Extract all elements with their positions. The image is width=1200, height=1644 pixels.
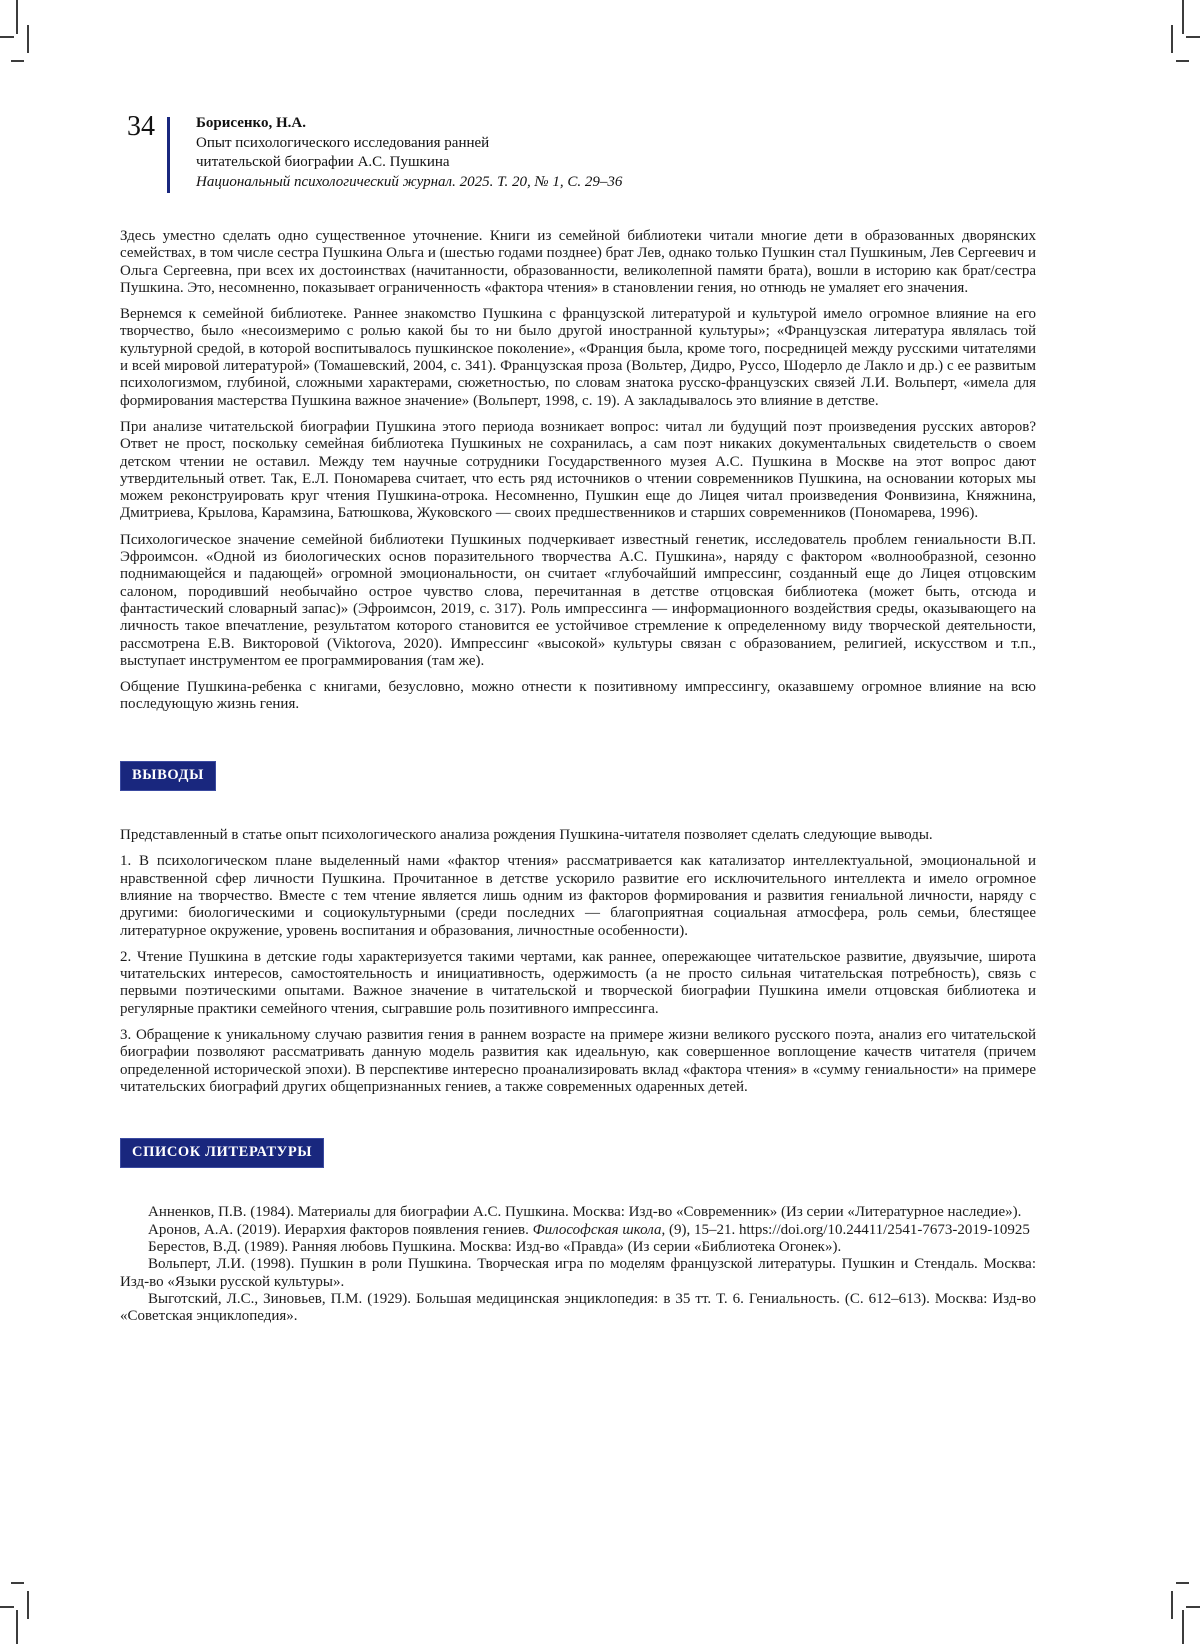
section-heading-conclusions: ВЫВОДЫ: [120, 761, 216, 791]
crop-mark: [0, 36, 14, 38]
running-head-title-line1: Опыт психологического исследования ранней: [196, 134, 490, 151]
section-heading-references: СПИСОК ЛИТЕРАТУРЫ: [120, 1138, 324, 1168]
body-paragraph: При анализе читательской биографии Пушкина этого периода возникает вопрос: читал ли будущий поэт произведения русских авторов? Ответ не прост, поскольку семейная библиотека Пушкиных не сохранилась, а сам поэт никаких документальных свидетельств о своем детском чтении не оставил. Между тем научные сотрудники Государственного музея А.С. Пушкина в Москве на этот вопрос дают утвердительный ответ. Так, Е.Л. Пономарева считает, что есть ряд источников о чтении современников Пушкина, на основании которых мы можем реконструировать круг чтения Пушкина-отрока. Несомненно, Пушкин еще до Лицея читал произведения Фонвизина, Княжнина, Дмитриева, Крылова, Карамзина, Батюшкова, Жуковского — своих предшественников и старших современников (Пономарева, 1996).: [120, 418, 1036, 522]
reference-text: Аронов, А.А. (2019). Иерархия факторов появления гениев.: [148, 1221, 533, 1238]
crop-mark: [1182, 0, 1184, 34]
crop-mark: [1171, 25, 1173, 53]
reference-item: [120, 1256, 1036, 1291]
running-head-title-line2: читательской биографии А.С. Пушкина: [196, 154, 450, 170]
crop-mark: [1176, 1582, 1189, 1584]
reference-list: [120, 1204, 1036, 1325]
crop-mark: [27, 1591, 29, 1619]
article-body: [120, 228, 1036, 1326]
reference-text: Анненков, П.В. (1984). Материалы для биографии А.С. Пушкина. Москва: Изд-во «Современник» (Из серии «Литературное наследие»).: [148, 1204, 1022, 1221]
page-number: 34: [127, 111, 155, 142]
crop-mark: [27, 25, 29, 53]
running-head: [196, 114, 896, 192]
crop-mark: [1186, 36, 1200, 38]
doi-link[interactable]: https://doi.org/10.24411/2541-7673-2019-10925: [738, 1221, 1030, 1238]
crop-mark: [0, 1606, 14, 1608]
reference-item: [120, 1222, 1036, 1239]
reference-text: , (9), 15–21.: [661, 1221, 739, 1238]
references-section-heading-row: [120, 1138, 1036, 1168]
conclusions-section-heading-row: [120, 761, 1036, 791]
reference-text: Берестов, В.Д. (1989). Ранняя любовь Пушкина. Москва: Изд-во «Правда» (Из серии «Библиотека Огонек»).: [148, 1239, 842, 1256]
conclusion-item: 1. В психологическом плане выделенный нами «фактор чтения» рассматривается как катализатор интеллектуальной, эмоциональной и нравственной сфер личности Пушкина. Прочитанное в детстве ускорило развитие его исключительного интеллекта и имело огромное влияние на творчество. Вместе с тем чтение является лишь одним из факторов формирования и развития гениальной личности, наряду с другими: биологическими и социокультурными (среди последних — благоприятная социальная атмосфера, роль семьи, блестящее литературное окружение, уровень воспитания и образования, личностные особенности).: [120, 853, 1036, 939]
reference-item: [120, 1291, 1036, 1326]
crop-mark: [11, 60, 24, 62]
crop-mark: [16, 0, 18, 34]
running-head-author: Борисенко, Н.А.: [196, 115, 306, 131]
crop-mark: [11, 1582, 24, 1584]
conclusion-item: 3. Обращение к уникальному случаю развития гения в раннем возрасте на примере жизни великого русского поэта, анализ его читательской биографии позволяют рассматривать данную модель развития как идеальную, как совершенное воплощение качеств читателя (причем определенной исторической эпохи). В перспективе интересно проанализировать вклад «фактора чтения» в «сумму гениальности» на примере читательских биографий других общепризнанных гениев, а также современных одаренных детей.: [120, 1026, 1036, 1095]
crop-mark: [1171, 1591, 1173, 1619]
body-paragraph: Общение Пушкина-ребенка с книгами, безусловно, можно отнести к позитивному импрессингу, оказавшему огромное влияние на всю последующую жизнь гения.: [120, 679, 1036, 713]
body-paragraph: Здесь уместно сделать одно существенное уточнение. Книги из семейной библиотеки читали многие дети в образованных дворянских семействах, в том числе сестра Пушкина Ольга и (шестью годами позднее) брат Лев, однако только Пушкин стал Пушкиным, Лев Сергеевич и Ольга Сергеевна, при всех их достоинствах (начитанности, образованности, великолепной памяти брата), вошли в историю как брат/сестра Пушкина. Это, несомненно, показывает ограниченность «фактора чтения» в становлении гения, но отнюдь не умаляет его значения.: [120, 228, 1036, 296]
crop-mark: [1182, 1610, 1184, 1644]
running-head-journal: Национальный психологический журнал. 2025. Т. 20, № 1, С. 29–36: [196, 173, 623, 190]
reference-text: Выготский, Л.С., Зиновьев, П.М. (1929). Большая медицинская энциклопедия: в 35 тт. Т. 6. Гениальность. (С. 612–613). Москва: Изд-во «Советская энциклопедия».: [120, 1290, 1036, 1325]
crop-mark: [16, 1610, 18, 1644]
crop-mark: [1176, 60, 1189, 62]
conclusion-item: 2. Чтение Пушкина в детские годы характеризуется такими чертами, как раннее, опережающее читательское развитие, двуязычие, широта читательских интересов, самостоятельность и инициативность, одержимость (а не просто сильная читательская потребность), связь с первыми поэтическими опытами. Важное значение в читательской и творческой биографии Пушкина имели отцовская библиотека и регулярные практики семейного чтения, сыгравшие роль позитивного импрессинга.: [120, 948, 1036, 1017]
body-paragraph: Психологическое значение семейной библиотеки Пушкиных подчеркивает известный генетик, исследователь проблем гениальности В.П. Эфроимсон. «Одной из биологических основ поразительного творчества А.С. Пушкина», наряду с фактором «волнообразной, сезонно поднимающейся и падающей» огромной эмоциональности, он считает «глубочайший импрессинг, созданный еще до Лицея отцовским салоном, породивший необычайно острое чувство слова, перечитанная в детстве отцовская библиотека (может быть, отсюда и фантастический словарный запас)» (Эфроимсон, 2019, с. 317). Роль импрессинга — информационного воздействия среды, оказывающего на личность такое впечатление, результатом которого становится ее устойчивое стремление к определенному виду творческой деятельности, рассмотрена Е.В. Викторовой (Viktorova, 2020). Импрессинг «высокой» культуры связан с образованием, религией, искусством и т.п., выступает инструментом ее программирования (там же).: [120, 531, 1036, 669]
header-divider: [167, 117, 170, 193]
body-paragraph: Вернемся к семейной библиотеке. Раннее знакомство Пушкина с французской литературой и культурой имело огромное влияние на его творчество, было «несоизмеримо с ролью какой бы то ни было другой иностранной культуры»; «Французская литература являлась той культурной средой, в которой воспитывалось пушкинское поколение», «Франция была, кроме того, посредницей между русскими читателями и всей мировой литературой» (Томашевский, 2004, с. 341). Французская проза (Вольтер, Дидро, Руссо, Шодерло де Лакло и др.) с ее развитым психологизмом, глубиной, сложными характерами, сюжетностью, по словам знатока русско-французских связей Л.И. Вольперт, «имела для формирования мастерства Пушкина важное значение» (Вольперт, 1998, с. 19). А закладывалось это влияние в детстве.: [120, 306, 1036, 409]
reference-item: [120, 1239, 1036, 1256]
reference-item: [120, 1204, 1036, 1221]
reference-text: Вольперт, Л.И. (1998). Пушкин в роли Пушкина. Творческая игра по моделям французской литературы. Пушкин и Стендаль. Москва: Изд-во «Языки русской культуры».: [120, 1256, 1036, 1290]
conclusions-intro: Представленный в статье опыт психологического анализа рождения Пушкина-читателя позволяет сделать следующие выводы.: [120, 827, 933, 844]
reference-journal-title: Философская школа: [532, 1221, 662, 1238]
crop-mark: [1186, 1606, 1200, 1608]
